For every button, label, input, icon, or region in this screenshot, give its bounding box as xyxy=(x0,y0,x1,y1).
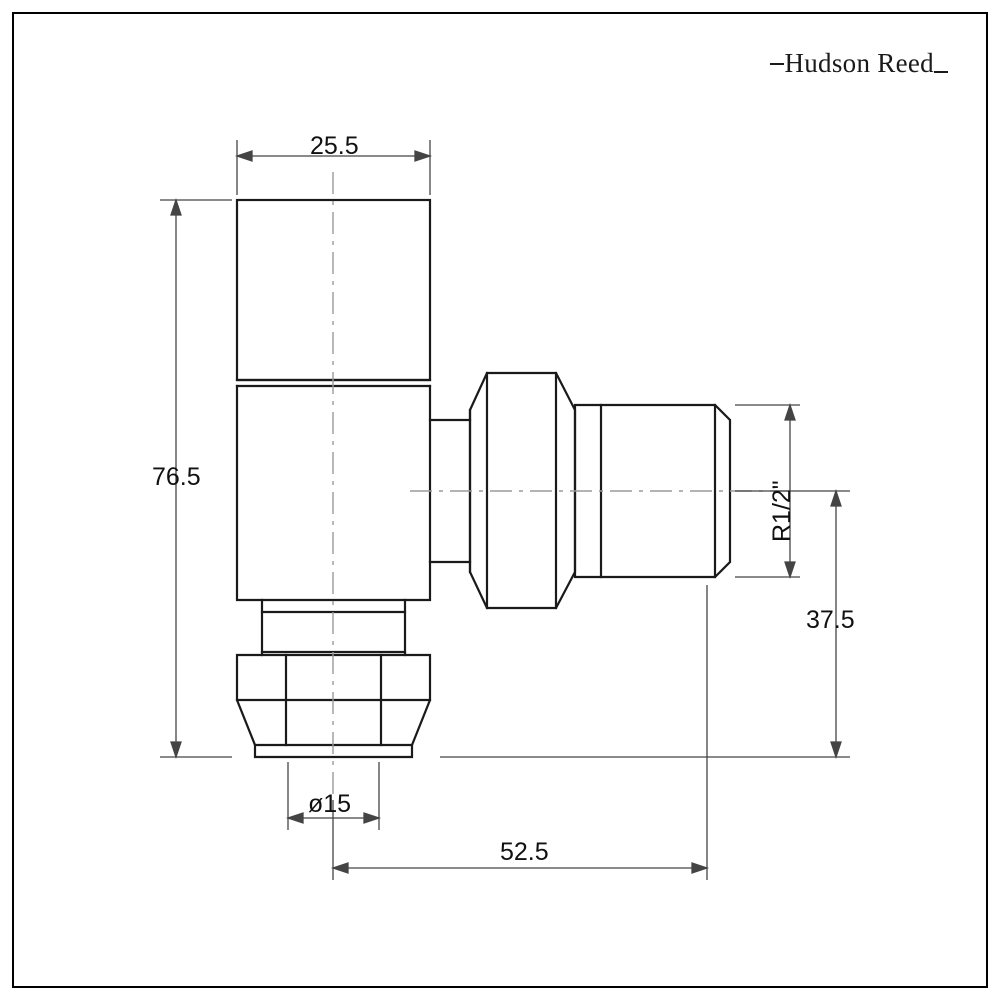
arrow-tail-right xyxy=(364,813,379,823)
arrow-width-right xyxy=(415,151,430,161)
dimension-label-outlet-height: 37.5 xyxy=(806,606,855,634)
arrow-length-left xyxy=(333,863,348,873)
arrow-outlet-top xyxy=(831,491,841,506)
arrow-outlet-bottom xyxy=(831,742,841,757)
arrow-height-top xyxy=(171,200,181,215)
dimension-label-width-top: 25.5 xyxy=(310,132,359,160)
arrow-height-bottom xyxy=(171,742,181,757)
arrow-length-right xyxy=(692,863,707,873)
arrow-thread-top xyxy=(785,405,795,420)
brand-name: Hudson Reed xyxy=(784,48,934,78)
arrow-thread-bottom xyxy=(785,562,795,577)
centerlines xyxy=(333,172,790,800)
arrow-tail-left xyxy=(288,813,303,823)
dimension-label-tail-diameter: ø15 xyxy=(308,790,352,818)
dimension-label-height-overall: 76.5 xyxy=(152,463,201,491)
dimension-label-overall-length: 52.5 xyxy=(500,838,549,866)
arrow-width-left xyxy=(237,151,252,161)
dimension-label-thread-size: R1/2" xyxy=(768,480,796,542)
